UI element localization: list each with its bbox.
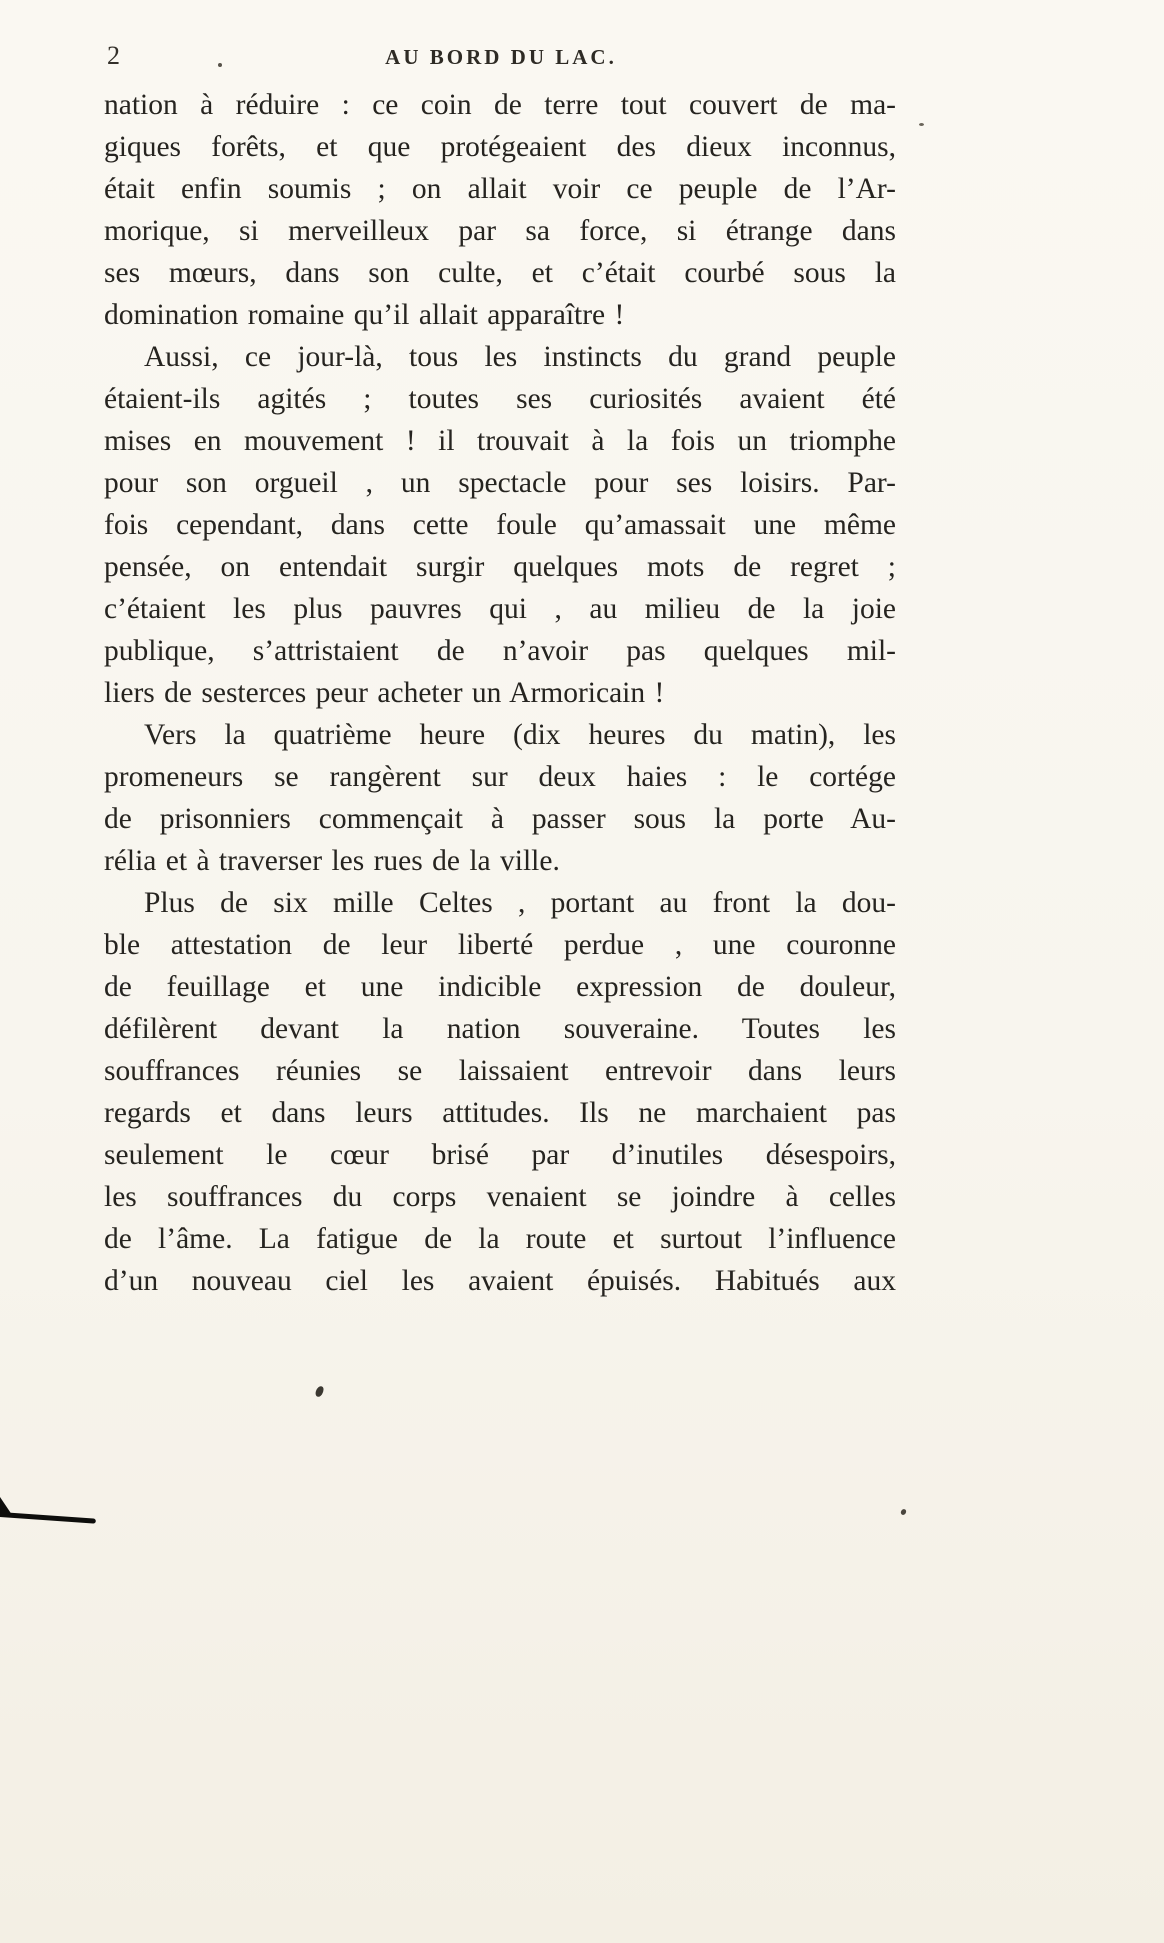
text-line: morique, si merveilleux par sa force, si étrange dans: [104, 215, 896, 247]
text-line: fois cependant, dans cette foule qu’amassait une même: [104, 509, 896, 541]
text-line: étaient-ils agités ; toutes ses curiosités avaient été: [104, 383, 896, 415]
corner-ink-stroke: [0, 1512, 96, 1524]
paragraph: [104, 84, 896, 336]
scan-speck: [218, 63, 222, 67]
text-line: pensée, on entendait surgir quelques mots de regret ;: [104, 551, 896, 583]
text-line: regards et dans leurs attitudes. Ils ne marchaient pas: [104, 1097, 896, 1129]
text-line: d’un nouveau ciel les avaient épuisés. Habitués aux: [104, 1265, 896, 1297]
paragraph: [104, 336, 896, 714]
ink-mark: [314, 1385, 324, 1398]
page-number: 2: [107, 41, 120, 70]
text-line: de feuillage et une indicible expression de douleur,: [104, 971, 896, 1003]
text-line: pour son orgueil , un spectacle pour ses loisirs. Par-: [104, 467, 896, 499]
text-line: défilèrent devant la nation souveraine. Toutes les: [104, 1013, 896, 1045]
text-line: nation à réduire : ce coin de terre tout couvert de ma-: [104, 89, 896, 121]
text-line: ble attestation de leur liberté perdue , une couronne: [104, 929, 896, 961]
text-line: Vers la quatrième heure (dix heures du matin), les: [144, 719, 896, 751]
text-line: seulement le cœur brisé par d’inutiles désespoirs,: [104, 1139, 896, 1171]
scan-speck: [919, 123, 924, 126]
text-line: les souffrances du corps venaient se joindre à celles: [104, 1181, 896, 1213]
text-line: était enfin soumis ; on allait voir ce peuple de l’Ar-: [104, 173, 896, 205]
text-line: publique, s’attristaient de n’avoir pas quelques mil-: [104, 635, 896, 667]
text-line: giques forêts, et que protégeaient des dieux inconnus,: [104, 131, 896, 163]
text-line: souffrances réunies se laissaient entrevoir dans leurs: [104, 1055, 896, 1087]
body-text: [104, 84, 896, 1302]
scan-speck: [900, 1508, 907, 1516]
text-line: promeneurs se rangèrent sur deux haies : le cortége: [104, 761, 896, 793]
page-header: [105, 40, 897, 76]
text-line: de prisonniers commençait à passer sous la porte Au-: [104, 803, 896, 835]
text-line: Aussi, ce jour-là, tous les instincts du grand peuple: [144, 341, 896, 373]
text-line: de l’âme. La fatigue de la route et surtout l’influence: [104, 1223, 896, 1255]
text-line: c’étaient les plus pauvres qui , au milieu de la joie: [104, 593, 896, 625]
text-line: ses mœurs, dans son culte, et c’était courbé sous la: [104, 257, 896, 289]
text-line: rélia et à traverser les rues de la ville.: [104, 845, 560, 877]
text-line: liers de sesterces peur acheter un Armoricain !: [104, 677, 665, 709]
text-line: mises en mouvement ! il trouvait à la fois un triomphe: [104, 425, 896, 457]
text-line: Plus de six mille Celtes , portant au front la dou-: [144, 887, 896, 919]
running-title: AU BORD DU LAC.: [385, 45, 617, 69]
paragraph: [104, 882, 896, 1302]
text-line: domination romaine qu’il allait apparaître !: [104, 299, 625, 331]
paragraph: [104, 714, 896, 882]
